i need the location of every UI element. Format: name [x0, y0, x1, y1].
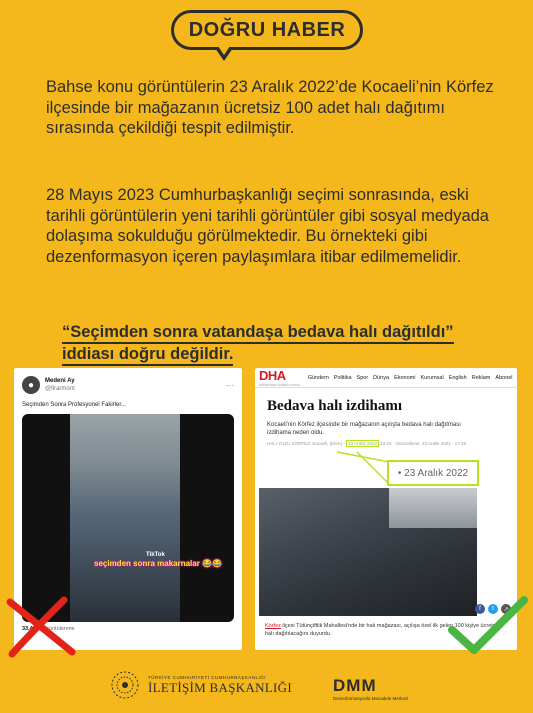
article-title: Bedava halı izdihamı — [267, 398, 403, 414]
nav-item: Spor — [356, 374, 369, 381]
check-mark-icon — [448, 596, 528, 661]
x-mark-icon — [2, 596, 80, 663]
article-lead: Kocaeli'nin Körfez ilçesinde bir mağazanın açılışta bedava halı dağıtması izdihama neden oldu. — [267, 422, 461, 436]
meta-date: 23 Aralık 2022 — [348, 441, 377, 446]
twitter-icon[interactable]: t — [488, 604, 498, 614]
meta-prefix: HALİ YUZU KORFEZ, Kocaeli, (DHA) - — [267, 441, 345, 446]
article-photo — [259, 488, 477, 616]
avatar: ● — [22, 376, 40, 394]
claim-text: “Seçimden sonra vatandaşa bedava halı dağıtıldı” iddiası doğru değildir. — [62, 323, 454, 366]
tiktok-watermark: TikTok — [146, 552, 165, 558]
dmm-wordmark: DMM — [333, 676, 377, 695]
nav-item: Politika — [333, 374, 352, 381]
iletisim-logo — [110, 670, 292, 700]
tweet-text: Seçimden Sonra Profesyonel Fakirler... — [22, 402, 127, 408]
crowd-image — [70, 414, 180, 622]
nav-item: Ekonomi — [394, 374, 416, 381]
tweet-author-handle: @firarmont — [45, 386, 75, 392]
badge-tail-inner — [218, 46, 230, 55]
explanation-paragraph-2: 28 Mayıs 2023 Cumhurbaşkanlığı seçimi sonrasında, eski tarihli görüntülerin yeni tarihli görüntüler gibi sosyal medyada dolaşıma sokulduğu görülmektedir. Bu örnekteki gibi dezenformasyon içeren paylaşımlara itibar edilmemelidir. — [46, 186, 489, 266]
article-link[interactable]: Körfez — [265, 623, 281, 629]
nav-item: Reklam — [471, 374, 491, 381]
emblem-icon — [110, 670, 140, 700]
meta-suffix: 23:15 · Güncelleme: 23 Aralık 2022 - 17:25 — [380, 441, 467, 446]
nav-item: Dünya — [373, 374, 390, 381]
nav-item: Gündem — [307, 374, 329, 381]
nav-item: Kurumsal — [420, 374, 444, 381]
article-body-text: ilçesi Tütünçiftlik Mahallesi'nde bir halı mağazası, açılışa özel ilk gelen 100 kişiye ücretsiz halı dağıtılacağını duyurdu. — [265, 623, 500, 637]
views-label: Görüntülenme — [39, 626, 75, 632]
dha-logo-sub: DEMİRÖREN HABER AJANSI — [259, 383, 300, 387]
date-zoom-callout: • 23 Aralık 2022 — [387, 460, 479, 486]
dmm-subtitle: Dezenformasyonla Mücadele Merkezi — [333, 696, 409, 701]
dmm-logo — [333, 676, 408, 701]
claim-verdict — [62, 321, 492, 365]
iletisim-title: İLETİŞİM BAŞKANLIĞI — [148, 679, 292, 695]
dha-logo: DHA — [259, 368, 286, 383]
iletisim-subtitle: TÜRKİYE CUMHURİYETİ CUMHURBAŞKANLIĞI — [148, 674, 267, 680]
more-options-icon: ··· — [226, 380, 234, 390]
facebook-icon[interactable]: f — [475, 604, 485, 614]
tweet-author-name: Medeni Ay — [45, 378, 75, 384]
explanation-paragraph-1: Bahse konu görüntülerin 23 Aralık 2022’de Kocaeli’nin Körfez ilçesinde bir mağazanın ücretsiz 100 adet halı dağıtımı sırasında çekildiği tespit edilmiştir. — [46, 78, 494, 137]
nav-item: Abonel — [495, 374, 513, 381]
views-count: 33,4 B — [22, 626, 39, 632]
nav-item: English — [448, 374, 467, 381]
badge-label: DOĞRU HABER — [171, 10, 363, 50]
tweet-header — [14, 368, 242, 394]
tweet-video — [22, 414, 234, 622]
video-caption: seçimden sonra makarnalar 😂😂 — [94, 559, 222, 568]
share-icon[interactable]: ↗ — [501, 604, 511, 614]
